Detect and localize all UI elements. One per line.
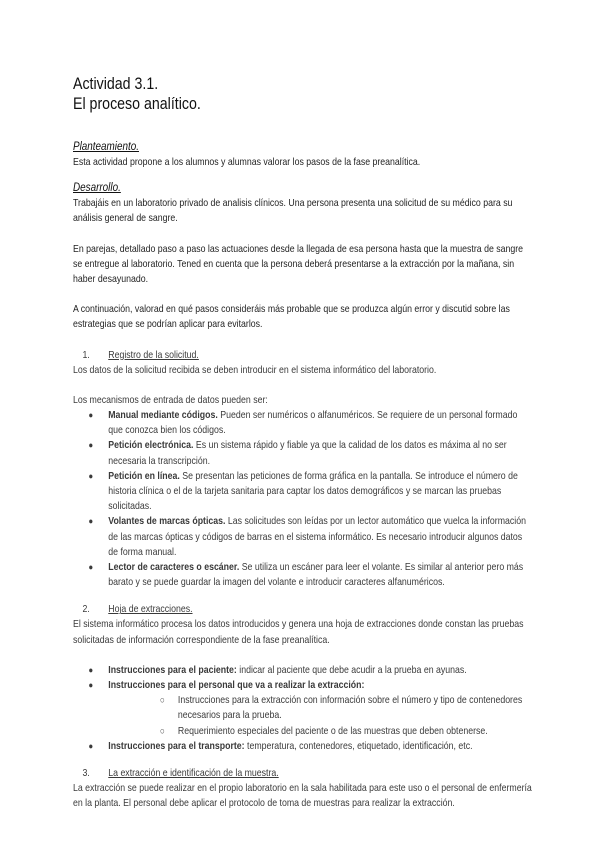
- desarrollo-paragraph-3: A continuación, valorad en qué pasos consideráis más probable que se produzca algún error y discutid sobre las estrategias que se podrían aplicar para evitarlos.: [73, 304, 510, 331]
- sub-list: [143, 693, 533, 739]
- section-2-title: Hoja de extracciones.: [108, 604, 193, 616]
- list-item: [73, 408, 533, 438]
- section-1-heading: [73, 348, 533, 363]
- list-item: [73, 438, 533, 468]
- section-2-heading: [73, 602, 533, 617]
- section-1-paragraph-2: Los mecanismos de entrada de datos pueden ser:: [73, 394, 268, 406]
- list-item-bold: Petición electrónica.: [108, 440, 194, 452]
- list-item-text: Se utiliza un escáner para leer el volante. Es similar al anterior pero más barato y se puede guardar la imagen del volante e introducir caracteres alfanuméricos.: [108, 562, 524, 589]
- section-1-number: 1.: [82, 349, 90, 361]
- list-item-text: indicar al paciente que debe acudir a la prueba en ayunas.: [236, 664, 467, 676]
- section-2-paragraph-1: El sistema informático procesa los datos introducidos y genera una hoja de extracciones donde constan las pruebas solicitadas de información correspondiente de la fase preanalítica.: [73, 619, 524, 646]
- circle-bullet-icon: ○: [159, 695, 165, 707]
- list-item-text: Es un sistema rápido y fiable ya que la calidad de los datos es máxima al no ser necesaria la transcripción.: [108, 440, 507, 467]
- sub-list-item-text: Requerimiento especiales del paciente o de las muestras que deben obtenerse.: [177, 725, 488, 737]
- list-item: [73, 469, 533, 515]
- list-item-text: temperatura, contenedores, etiquetado, identificación, etc.: [244, 740, 473, 752]
- section-3-number: 3.: [82, 768, 90, 780]
- list-item-bold: Volantes de marcas ópticas.: [108, 516, 226, 528]
- section-2-number: 2.: [82, 604, 90, 616]
- section-3-heading: [73, 766, 533, 781]
- bullet-icon: ●: [88, 680, 94, 691]
- planteamiento-text: Esta actividad propone a los alumnos y alumnas valorar los pasos de la fase preanalítica.: [73, 157, 421, 168]
- list-item: [73, 739, 533, 754]
- list-item-bold: Manual mediante códigos.: [108, 410, 218, 422]
- section-1-title: Registro de la solicitud.: [108, 349, 199, 361]
- page-title: Actividad 3.1.: [73, 75, 159, 93]
- list-item-text: Las solicitudes son leídas por un lector automático que vuelca la información de las marcas ópticas y códigos de barras en el sistema informático. Es necesario introducir algunos datos de forma manual.: [108, 516, 526, 558]
- section-3-title: La extracción e identificación de la muestra.: [108, 768, 279, 780]
- sub-list-item: [143, 693, 533, 723]
- list-item-text: Se presentan las peticiones de forma gráfica en la pantalla. Se introduce el número de historia clínica o el de la tarjeta sanitaria para captar los datos demográficos y se marcan las pruebas solicitadas.: [108, 470, 518, 513]
- section-1-paragraph-1: Los datos de la solicitud recibida se deben introducir en el sistema informático del laboratorio.: [73, 364, 437, 376]
- bullet-icon: ●: [88, 470, 94, 481]
- list-item: [73, 514, 533, 560]
- list-item: [73, 560, 533, 590]
- instructions-list: [73, 663, 533, 754]
- desarrollo-heading: Desarrollo.: [73, 182, 121, 195]
- list-item-bold: Lector de caracteres o escáner.: [108, 562, 240, 574]
- sub-list-item-text: Instrucciones para la extracción con información sobre el número y tipo de contenedores necesarios para la prueba.: [177, 695, 523, 722]
- desarrollo-paragraph-1: Trabajáis en un laboratorio privado de analisis clínicos. Una persona presenta una solicitud de su médico para su análisis general de sangre.: [73, 198, 513, 225]
- document-body: [73, 74, 533, 812]
- page-subtitle: El proceso analítico.: [73, 95, 201, 113]
- bullet-icon: ●: [88, 664, 94, 675]
- sub-list-item: [143, 724, 533, 739]
- input-mechanisms-list: [73, 408, 533, 590]
- bullet-icon: ●: [88, 410, 94, 421]
- circle-bullet-icon: ○: [159, 725, 165, 737]
- list-item: [73, 663, 533, 678]
- desarrollo-paragraph-2: En parejas, detallado paso a paso las actuaciones desde la llegada de esa persona hasta que la muestra de sangre se entregue al laboratorio. Tened en cuenta que la persona deberá presentarse a la extracción por la mañana, sin haber desayunado.: [73, 243, 524, 286]
- list-item-bold: Instrucciones para el personal que va a realizar la extracción:: [108, 680, 365, 692]
- section-3-paragraph-1: La extracción se puede realizar en el propio laboratorio en la sala habilitada para este uso o el personal de enfermería en la planta. El personal debe aplicar el protocolo de toma de muestras para realizar la extracción.: [73, 783, 532, 810]
- bullet-icon: ●: [88, 440, 94, 451]
- planteamiento-heading: Planteamiento.: [73, 141, 139, 153]
- bullet-icon: ●: [88, 516, 94, 527]
- list-item: [73, 678, 533, 739]
- list-item-bold: Instrucciones para el paciente:: [108, 664, 237, 676]
- list-item-text: Pueden ser numéricos o alfanuméricos. Se requiere de un personal formado que conozca bien los códigos.: [108, 410, 518, 437]
- bullet-icon: ●: [88, 740, 94, 751]
- list-item-bold: Instrucciones para el transporte:: [108, 740, 245, 752]
- list-item-bold: Petición en línea.: [108, 470, 180, 482]
- bullet-icon: ●: [88, 562, 94, 573]
